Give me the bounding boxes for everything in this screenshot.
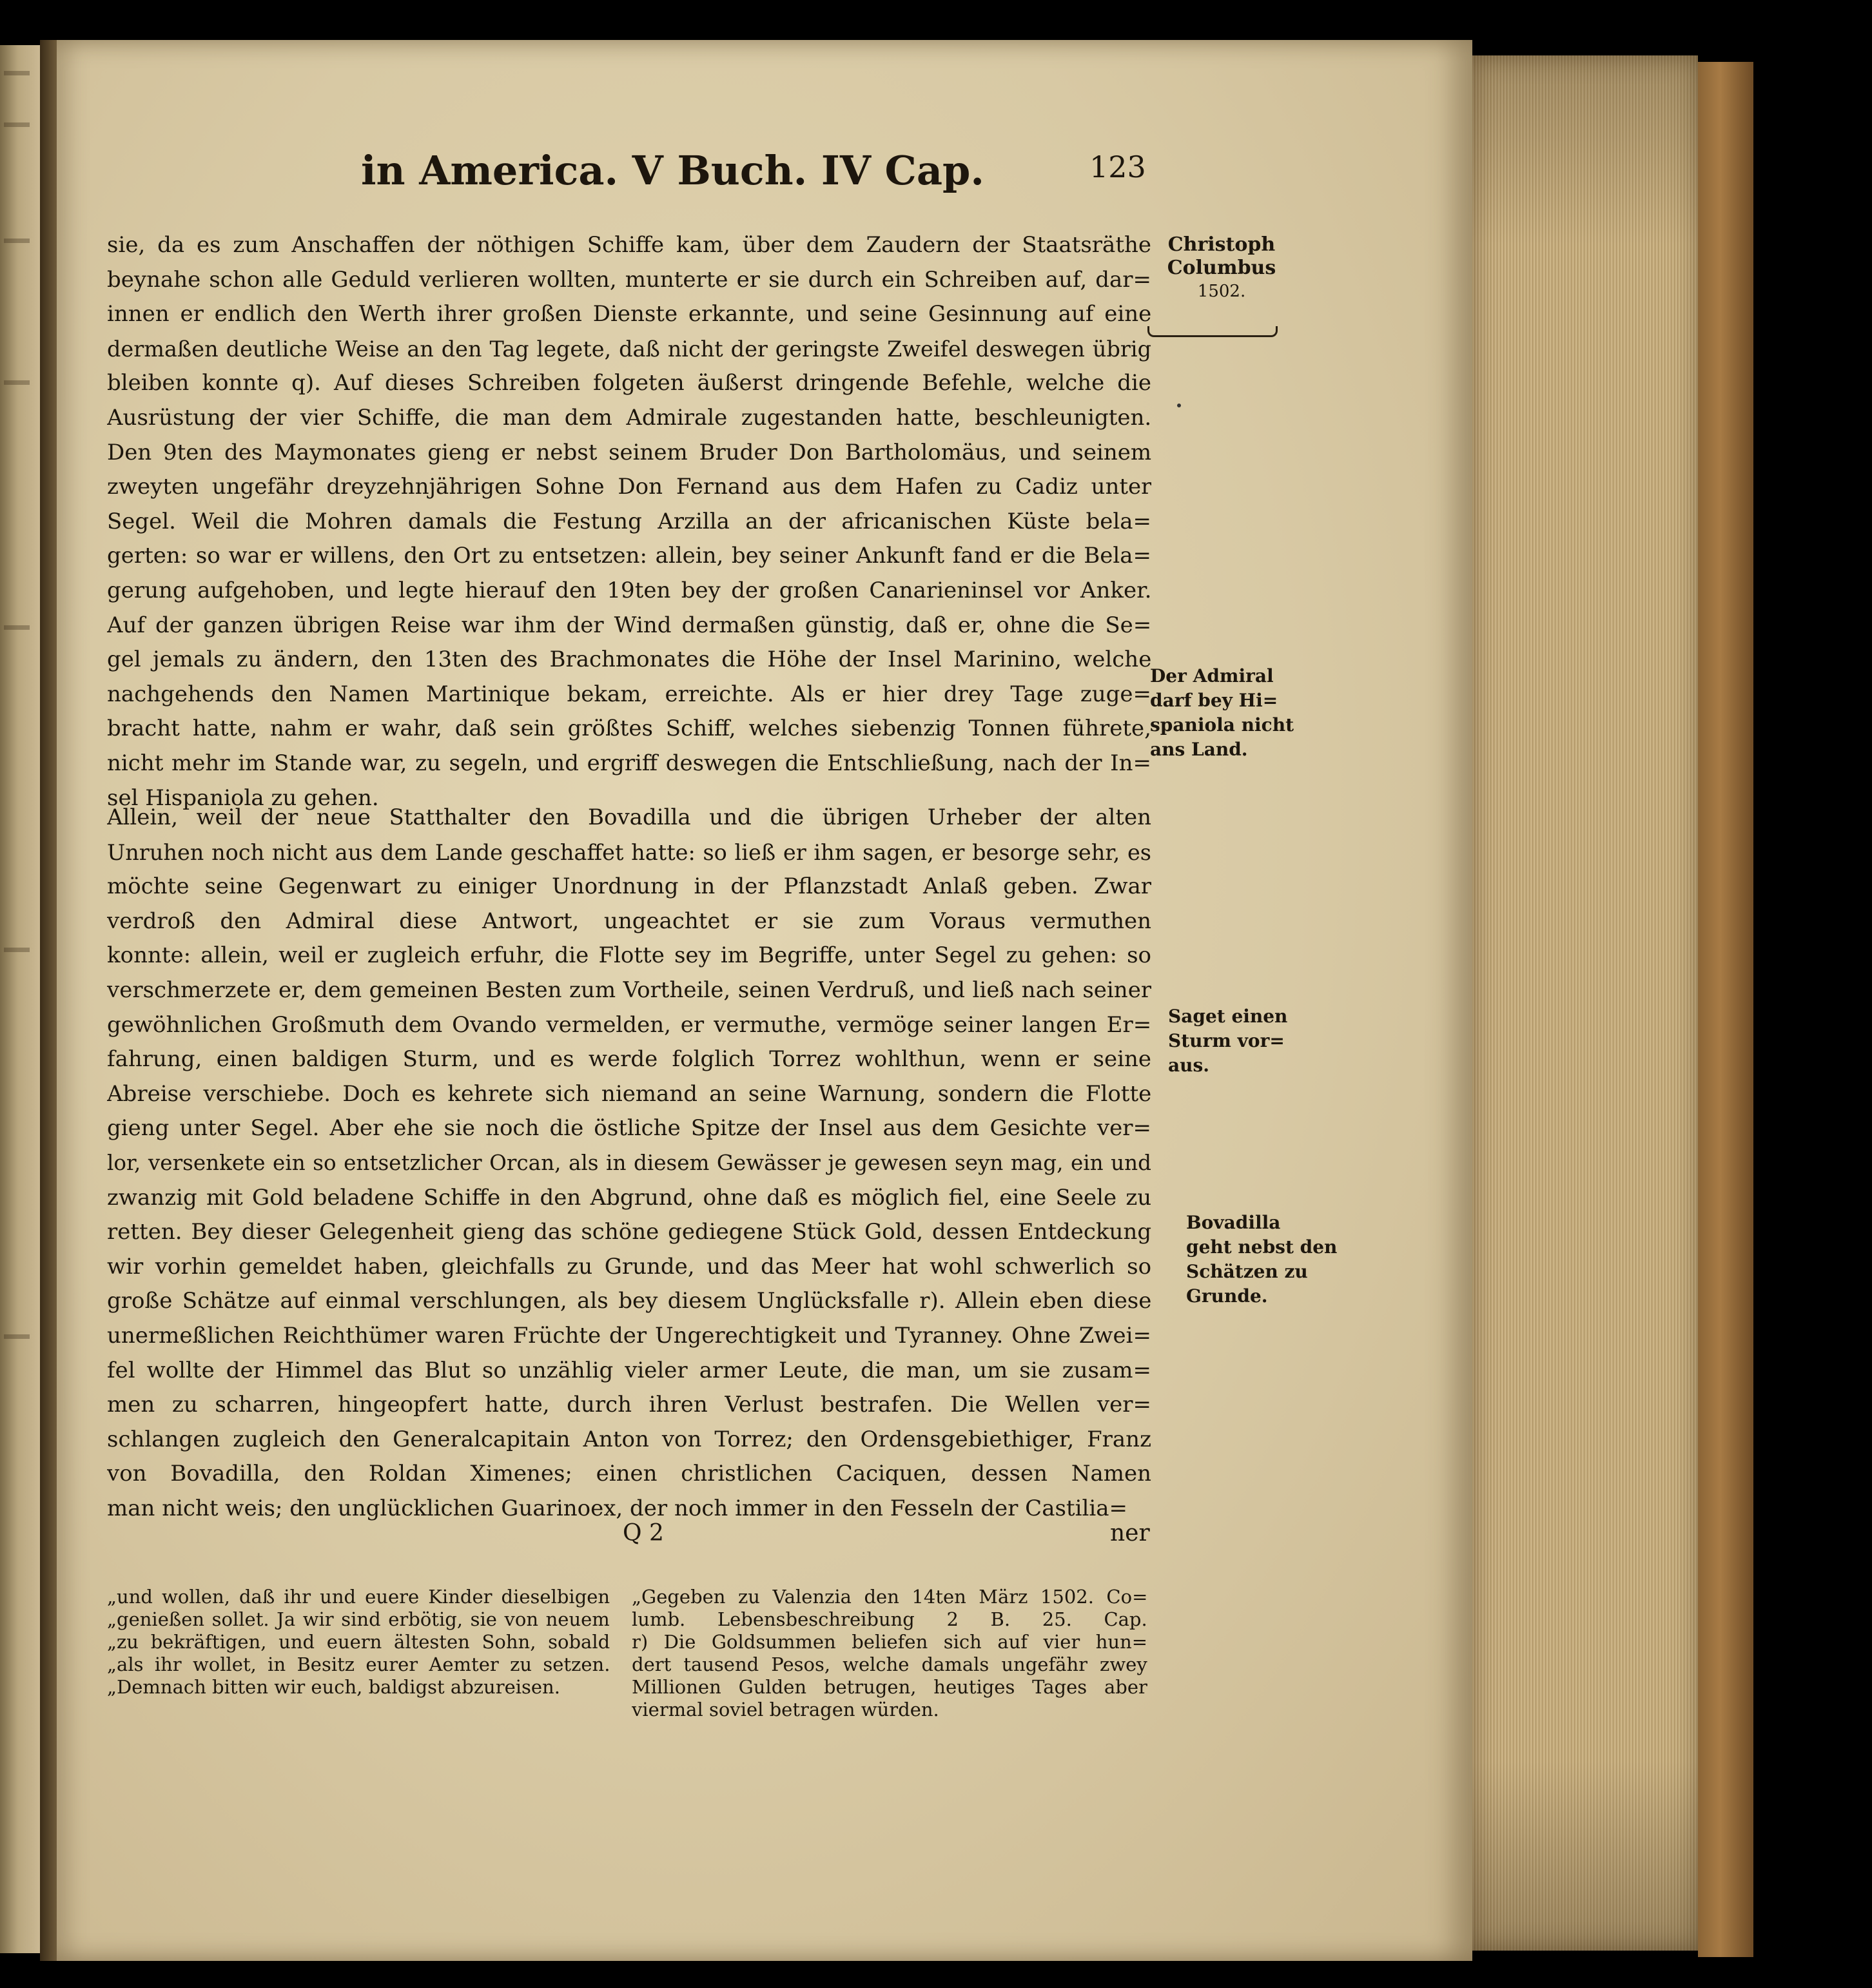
text-line: zwanzig mit Gold beladene Schiffe in den Abgrund, ohne daß es möglich fiel, eine Seele zu <box>107 1184 1151 1211</box>
text-line: nachgehends den Namen Martinique bekam, erreichte. Als er hier drey Tage zuge= <box>107 681 1151 707</box>
ink-mark <box>1177 404 1181 407</box>
text-line: man nicht weis; den unglücklichen Guarinoex, der noch immer in den Fesseln der Castilia= <box>107 1495 1127 1521</box>
text-line: sel Hispaniola zu gehen. <box>107 784 379 811</box>
footnote-line: „und wollen, daß ihr und euere Kinder dieselbigen <box>107 1586 610 1608</box>
footnote-line: viermal soviel betragen würden. <box>632 1699 939 1720</box>
text-line: Unruhen noch nicht aus dem Lande geschaffet hatte: so ließ er ihm sagen, er besorge sehr, es <box>107 839 1151 865</box>
margin-note-line: Columbus <box>1167 257 1276 279</box>
text-line: zweyten ungefähr dreyzehnjährigen Sohne Don Fernand aus dem Hafen zu Cadiz unter <box>107 474 1151 500</box>
margin-note-line: Christoph <box>1167 233 1276 256</box>
margin-note-line: Schätzen zu <box>1186 1261 1308 1282</box>
text-line: Den 9ten des Maymonates gieng er nebst seinem Bruder Don Bartholomäus, und seinem <box>107 439 1151 465</box>
footnotes-right <box>632 1586 1147 1721</box>
book-gutter <box>40 40 57 1961</box>
body-paragraph-2 <box>107 801 1151 1526</box>
margin-note-bovadilla <box>1186 1211 1337 1309</box>
margin-note-storm <box>1168 1004 1287 1078</box>
margin-note-line: Saget einen <box>1168 1006 1288 1027</box>
margin-note-line: spaniola nicht <box>1150 714 1294 736</box>
text-line: bracht hatte, nahm er wahr, daß sein größtes Schiff, welches siebenzig Tonnen führete, <box>107 716 1151 742</box>
text-line: dermaßen deutliche Weise an den Tag legete, daß nicht der geringste Zweifel deswegen übrig <box>107 336 1151 362</box>
footnote-line: lumb. Lebensbeschreibung 2 B. 25. Cap. <box>632 1608 1147 1630</box>
text-line: Abreise verschiebe. Doch es kehrete sich niemand an seine Warnung, sondern die Flotte <box>107 1080 1151 1107</box>
text-line: unermeßlichen Reichthümer waren Früchte der Ungerechtigkeit und Tyranney. Ohne Zwei= <box>107 1322 1151 1349</box>
text-line: retten. Bey dieser Gelegenheit gieng das schöne gediegene Stück Gold, dessen Entdeckung <box>107 1219 1151 1245</box>
text-line: gerung aufgehoben, und legte hierauf den 19ten bey der großen Canarieninsel vor Anker. <box>107 577 1151 603</box>
text-line: verschmerzete er, dem gemeinen Besten zum Vortheile, seinen Verdruß, und ließ nach seiner <box>107 977 1151 1003</box>
footnote-line: dert tausend Pesos, welche damals ungefähr zwey <box>632 1653 1147 1675</box>
facing-page-edge <box>0 45 40 1953</box>
text-line: fel wollte der Himmel das Blut so unzählig vieler armer Leute, die man, um sie zusam= <box>107 1357 1151 1383</box>
text-line: gel jemals zu ändern, den 13ten des Brachmonates die Höhe der Insel Marinino, welche <box>107 647 1151 673</box>
margin-note-line: Grunde. <box>1186 1285 1268 1307</box>
text-line: Auf der ganzen übrigen Reise war ihm der Wind dermaßen günstig, daß er, ohne die Se= <box>107 612 1151 638</box>
footnote-line: „als ihr wollet, in Besitz eurer Aemter zu setzen. <box>107 1653 610 1675</box>
text-line: sie, da es zum Anschaffen der nöthigen Schiffe kam, über dem Zaudern der Staatsräthe <box>107 232 1151 258</box>
margin-note-year: 1502. <box>1197 282 1246 301</box>
margin-note-admiral <box>1150 664 1294 762</box>
text-line: gerten: so war er willens, den Ort zu entsetzen: allein, bey seiner Ankunft fand er die Bela= <box>107 543 1151 569</box>
text-line: bleiben konnte q). Auf dieses Schreiben folgeten äußerst dringende Befehle, welche die <box>107 370 1151 396</box>
text-line: nicht mehr im Stande war, zu segeln, und ergriff deswegen die Entschließung, nach der In= <box>107 750 1151 776</box>
footnote-line: „Gegeben zu Valenzia den 14ten März 1502. Co= <box>632 1586 1147 1608</box>
margin-note-line: darf bey Hi= <box>1150 690 1278 711</box>
footnote-line: „Demnach bitten wir euch, baldigst abzureisen. <box>107 1676 560 1698</box>
text-line: wir vorhin gemeldet haben, gleichfalls zu Grunde, und das Meer hat wohl schwerlich so <box>107 1253 1151 1280</box>
text-line: schlangen zugleich den Generalcapitain Anton von Torrez; den Ordensgebiethiger, Franz <box>107 1426 1151 1452</box>
margin-note-line: aus. <box>1168 1055 1210 1076</box>
text-line: beynahe schon alle Geduld verlieren wollten, munterte er sie durch ein Schreiben auf, dar= <box>107 266 1151 293</box>
text-line: lor, versenkete ein so entsetzlicher Orcan, als in diesem Gewässer je gewesen seyn mag, ein und <box>107 1150 1151 1175</box>
text-line: innen er endlich den Werth ihrer großen Dienste erkannte, und seine Gesinnung auf eine <box>107 301 1151 327</box>
margin-note-columbus <box>1154 233 1289 303</box>
footnote-line: r) Die Goldsummen beliefen sich auf vier hun= <box>632 1631 1147 1653</box>
margin-note-bracket <box>1147 326 1278 337</box>
text-line: Allein, weil der neue Statthalter den Bovadilla und die übrigen Urheber der alten <box>107 804 1151 830</box>
text-line: konnte: allein, weil er zugleich erfuhr, die Flotte sey im Begriffe, unter Segel zu gehen: so <box>107 942 1151 969</box>
margin-note-line: geht nebst den <box>1186 1236 1338 1258</box>
page-number: 123 <box>1089 150 1146 184</box>
catchword: ner <box>1110 1520 1150 1546</box>
book-cover-edge <box>1698 62 1753 1957</box>
text-line: men zu scharren, hingeopfert hatte, durch ihren Verlust bestrafen. Die Wellen ver= <box>107 1392 1151 1418</box>
margin-note-line: Der Admiral <box>1150 665 1274 687</box>
text-line: gieng unter Segel. Aber ehe sie noch die östliche Spitze der Insel aus dem Gesichte ver= <box>107 1115 1151 1142</box>
footnotes-left <box>107 1586 610 1699</box>
text-line: Ausrüstung der vier Schiffe, die man dem Admirale zugestanden hatte, beschleunigten. <box>107 404 1151 431</box>
text-line: von Bovadilla, den Roldan Ximenes; einen christlichen Caciquen, dessen Namen <box>107 1461 1151 1487</box>
footnote-line: Millionen Gulden betrugen, heutiges Tages aber <box>632 1676 1147 1698</box>
text-line: Segel. Weil die Mohren damals die Festung Arzilla an der africanischen Küste bela= <box>107 508 1151 534</box>
page-stack-edge <box>1472 55 1698 1951</box>
margin-note-line: ans Land. <box>1150 739 1248 760</box>
text-line: große Schätze auf einmal verschlungen, als bey diesem Unglücksfalle r). Allein eben diese <box>107 1288 1151 1314</box>
running-title: in America. V Buch. IV Cap. <box>361 147 984 194</box>
margin-note-line: Sturm vor= <box>1168 1030 1285 1051</box>
margin-note-line: Bovadilla <box>1186 1212 1281 1233</box>
text-line: fahrung, einen baldigen Sturm, und es werde folglich Torrez wohlthun, wenn er seine <box>107 1046 1151 1073</box>
signature-mark: Q 2 <box>623 1520 664 1546</box>
body-paragraph-1 <box>107 228 1151 815</box>
footnote-line: „genießen sollet. Ja wir sind erbötig, sie von neuem <box>107 1608 610 1630</box>
text-line: gewöhnlichen Großmuth dem Ovando vermelden, er vermuthe, vermöge seiner langen Er= <box>107 1011 1151 1038</box>
text-line: möchte seine Gegenwart zu einiger Unordnung in der Pflanzstadt Anlaß geben. Zwar <box>107 873 1151 900</box>
text-line: verdroß den Admiral diese Antwort, ungeachtet er sie zum Voraus vermuthen <box>107 908 1151 934</box>
footnote-line: „zu bekräftigen, und euern ältesten Sohn, sobald <box>107 1631 610 1653</box>
